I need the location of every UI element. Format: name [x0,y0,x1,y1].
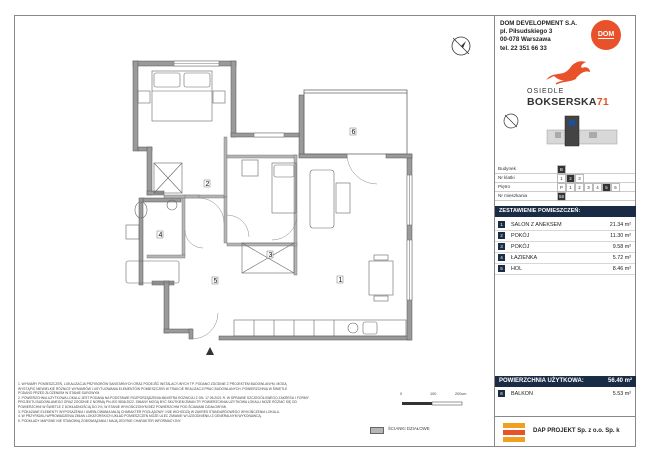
room-label-1: 1 [338,277,343,284]
room-row: 4 ŁAZIENKA 5.72 m² [495,253,635,264]
project-name: BOKSERSKA71 [527,96,610,108]
company-address-line2: 00-078 Warszawa [500,36,551,44]
scale-label-200: 200cm [455,392,467,396]
dom-logo: DOM [591,20,621,50]
entrance-arrow [206,347,214,355]
room-label-3: 3 [268,252,273,259]
dap-projekt-footer: DAP PROJEKT Sp. z o.o. Sp. k [495,416,636,447]
compass-small-icon [502,112,520,130]
legend-swatch [370,427,384,434]
horse-logo-icon [540,56,596,88]
scale-bar [400,398,464,408]
balcony-row: 6 BALKON 5.53 m² [495,389,635,399]
scale-label-100: 100 [430,392,437,396]
room-row: 2 POKÓJ 11.30 m² [495,231,635,242]
room-label-2: 2 [205,181,210,188]
company-phone: tel. 22 351 66 33 [500,44,547,52]
project-prefix: OSIEDLE [527,88,565,95]
building-key-plan [545,110,620,158]
dap-logo-icon [503,423,525,443]
room-row: 3 POKÓJ 9.58 m² [495,242,635,253]
note-line: 1. WYMIARY POMIESZCZEŃ, LOKALIZACJA PRZYBORÓW SANITARNYCH ORAZ PODEJŚĆ INSTALACYJNYCH TP. PODANO ZGODNIE Z PROJEKTEM BUDOWLANYM. MOGĄ [18,382,287,386]
company-name: DOM DEVELOPMENT S.A. [500,20,578,27]
unit-info-table [495,165,635,201]
company-info [500,20,577,53]
note-line: PROJEKTU BUDOWLANEGO ORAZ ZGODNIE Z NORMĄ PN-ISO 9836:2022. ZMIANY MOGĄ BYĆ SKUTKIEM ZMIAN TP. POWIERZCHNIA UŻYTKOWA LOKALU MOŻE RÓŻNIĆ SIĘ OD [18,400,297,405]
floor-plan [14,15,494,385]
note-line: 4. W PRZYPADKU WPROWADZENIA ZMIAN LOKATORSKICH UKŁAD POMIESZCZEŃ MOŻE ULEC ZMIANIE W UZGODNIENIU Z GENERALNYM WYKONAWCĄ. [18,414,262,419]
note-line: POWIERZCHNI W ŚWIETLE Z DOKŁADNOŚCIĄ DO 2%, W STANIE WYKOŃCZONYM BEZ POWIERZCHNI POD ŚCIANAMI DZIAŁOWYMI. [18,404,227,409]
legend-label: ŚCIANKI DZIAŁOWE [388,426,430,431]
room-label-6: 6 [351,129,356,136]
room-label-5: 5 [213,278,218,285]
rooms-header: ZESTAWIENIE POMIESZCZEŃ: [495,206,636,217]
note-line: PODANO PRZED ZŁOŻENIEM W STANIE SUROWYM. [18,391,101,396]
note-line: 3. POKAZANE ELEMENTY WYPOSAŻENIA I UMEBLOWANIA MAJĄ CHARAKTER POGLĄDOWY I NIE WCHODZĄ W ZAKRES STANDARDOWEGO WYKOŃCZENIA LOKALU. [18,409,281,414]
company-address-line1: pl. Piłsudskiego 3 [500,28,553,36]
scale-label-0: 0 [400,392,403,396]
info-row-building: Budynek B [495,165,635,174]
info-row-staircase: Nr klatki 1 2 3 [495,174,635,183]
note-line: 2. POWIERZCHNIA UŻYTKOWA LOKALU JEST PODANA NA PODSTAWIE ROZPORZĄDZENIA MINISTRA ROZWOJU Z DN. 17.06.2021 R. W SPRAWIE SZCZEGÓŁOWEGO ZAKRESU I FORMY [18,395,309,400]
room-label-4: 4 [158,232,163,239]
notes-block [18,382,370,423]
balcony-outline [304,90,407,154]
usable-area-total: POWIERZCHNIA UŻYTKOWA: 56.40 m² [495,376,636,387]
compass-icon [450,35,472,57]
room-row: 1 SALON Z ANEKSEM 21.34 m² [495,220,635,231]
note-line: WYSTĄPIĆ NIEWIELKIE RÓŻNICE WYMIARÓW I USYTUOWANIA ELEMENTÓW POMIESZCZEŃ W TRAKCIE REALIZACJI PRAC BUDOWLANYCH. POWIERZCHNIA W ŚWIETLE [18,386,288,391]
rooms-list [495,220,635,275]
room-row: 5 HOL 8.46 m² [495,264,635,275]
info-row-unit-number: Nr mieszkania 58 [495,192,635,201]
info-row-floor: Piętro P 1 2 3 4 5 6 [495,183,635,192]
note-line: 5. PODKŁADY MAPOWE NIE STANOWIĄ ZOBOWIĄZANIA I MAJĄ JEDYNIE CHARAKTER INFORMACYJNY. [18,418,182,423]
